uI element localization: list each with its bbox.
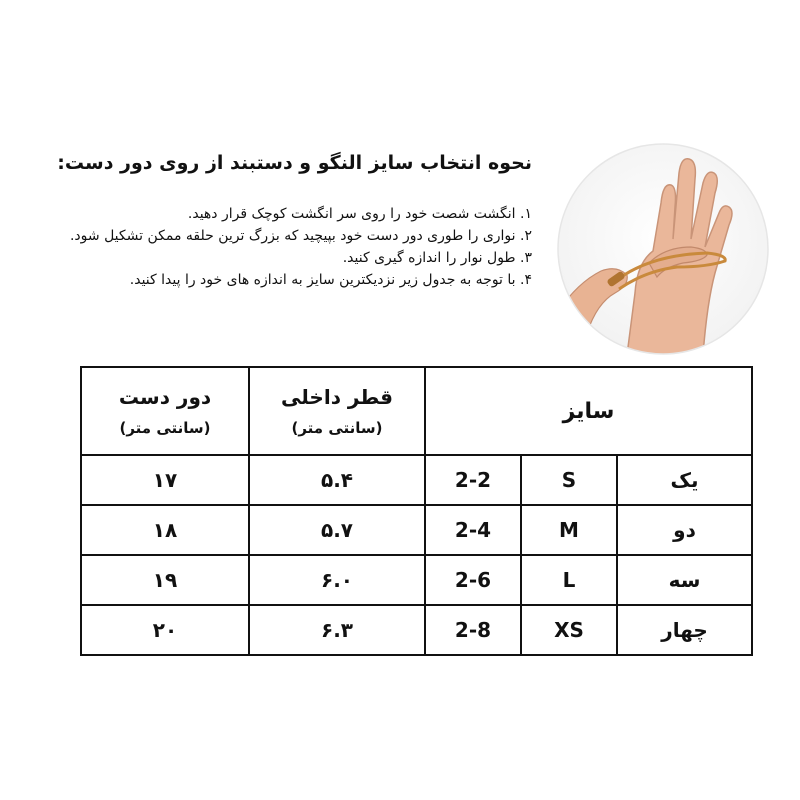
- cell-wrist: ۱۸: [81, 505, 249, 555]
- cell-name: دو: [617, 505, 752, 555]
- instruction-step-1: ۱. انگشت شصت خود را روی سر انگشت کوچک قرار دهید.: [187, 206, 532, 222]
- hand-measurement-photo: [557, 143, 769, 355]
- table-row: [81, 605, 752, 655]
- cell-letter: S: [521, 455, 617, 505]
- cell-name: سه: [617, 555, 752, 605]
- table-header-row: [81, 367, 752, 455]
- header-wrist: [81, 367, 249, 455]
- instruction-step-4: ۴. با توجه به جدول زیر نزدیکترین سایز به اندازه های خود را پیدا کنید.: [129, 272, 532, 288]
- header-wrist-unit: (سانتی متر): [119, 419, 211, 437]
- cell-name: یک: [617, 455, 752, 505]
- table-row: [81, 455, 752, 505]
- table-row: [81, 505, 752, 555]
- instruction-step-3: ۳. طول نوار را اندازه گیری کنید.: [342, 250, 532, 266]
- cell-inner: ۵.۷: [249, 505, 425, 555]
- page-heading: نحوه انتخاب سایز النگو و دستبند از روی دور دست:: [57, 152, 532, 174]
- cell-wrist: ۲۰: [81, 605, 249, 655]
- header-inner-label: قطر داخلی: [281, 385, 393, 409]
- header-inner-unit: (سانتی متر): [291, 419, 383, 437]
- header-size: [425, 367, 752, 455]
- cell-name: چهار: [617, 605, 752, 655]
- cell-code: 2-2: [425, 455, 521, 505]
- header-wrist-label: دور دست: [118, 385, 212, 409]
- header-size-label: سایز: [562, 398, 615, 424]
- cell-inner: ۵.۴: [249, 455, 425, 505]
- cell-inner: ۶.۳: [249, 605, 425, 655]
- header-inner-diameter: [249, 367, 425, 455]
- cell-wrist: ۱۹: [81, 555, 249, 605]
- cell-code: 2-6: [425, 555, 521, 605]
- cell-letter: L: [521, 555, 617, 605]
- table-row: [81, 555, 752, 605]
- cell-code: 2-8: [425, 605, 521, 655]
- cell-code: 2-4: [425, 505, 521, 555]
- cell-letter: XS: [521, 605, 617, 655]
- instruction-step-2: ۲. نواری را طوری دور دست خود بپیچید که بزرگ ترین حلقه ممکن تشکیل شود.: [69, 228, 532, 244]
- instructions-list: [62, 203, 532, 291]
- cell-inner: ۶.۰: [249, 555, 425, 605]
- cell-letter: M: [521, 505, 617, 555]
- size-table: [80, 366, 753, 656]
- cell-wrist: ۱۷: [81, 455, 249, 505]
